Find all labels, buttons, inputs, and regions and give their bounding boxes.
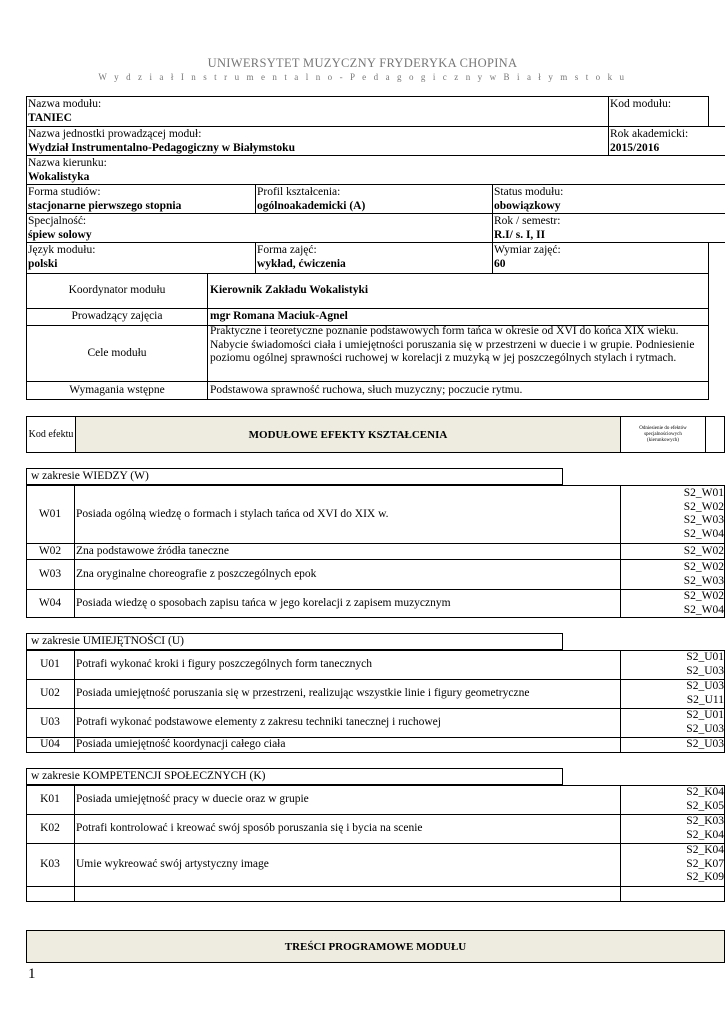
effect-text: Posiada umiejętność poruszania się w przestrzeni, realizując wszystkie linie i figury geometryczne [76, 687, 530, 700]
effect-refs: S2_W02 S2_W03 [683, 561, 724, 587]
goals-value: Praktyczne i teoretyczne poznanie podstawowych form tańca w okresie od XVI do końca XIX wieku. Nabycie świadomości ciała i umiejętności poruszania się w przestrzeni w duecie i w grupie. Podniesienie poziomu ogólnej sprawności ruchowej w korelacji z muzyką w jej poszczególnych stylach i rytmach. [210, 325, 695, 365]
effect-refs: S2_U01 S2_U03 [686, 651, 724, 677]
program-content-title: TREŚCI PROGRAMOWE MODUŁU [26, 930, 725, 963]
effect-text: Posiada ogólną wiedzę o formach i stylach tańca od XVI do XIX w. [76, 507, 389, 520]
effect-code: U03 [40, 716, 60, 729]
effects-header [26, 416, 725, 453]
semester-value: R.I/ s. I, II [494, 228, 546, 241]
effect-code: U04 [40, 738, 60, 751]
semester-label: Rok / semestr: [494, 215, 561, 227]
effect-text: Posiada umiejętność pracy w duecie oraz w grupie [76, 793, 309, 806]
reference-column-header: Odniesienie do efektów specjalnościowych (kierunkowych) [620, 416, 706, 453]
competences-table [26, 785, 725, 902]
effect-code: K02 [40, 822, 60, 835]
effect-text: Potrafi wykonać podstawowe elementy z zakresu techniki tanecznej i ruchowej [76, 716, 441, 729]
teacher-value: mgr Romana Maciuk-Agnel [210, 310, 348, 323]
goals-label: Cele modułu [87, 346, 147, 359]
study-form-value: stacjonarne pierwszego stopnia [28, 199, 182, 212]
requirements-label: Wymagania wstępne [69, 383, 165, 396]
table-row [26, 786, 725, 814]
class-form-label: Forma zajęć: [257, 244, 317, 256]
requirements-value: Podstawowa sprawność ruchowa, słuch muzyczny; poczucie rytmu. [210, 383, 523, 396]
academic-year-label: Rok akademicki: [610, 128, 689, 140]
effect-text: Zna podstawowe źródła taneczne [76, 544, 229, 557]
table-row [26, 844, 725, 886]
module-info-table [0, 0, 725, 410]
effect-refs: S2_W02 S2_W04 [683, 590, 724, 616]
module-code-label: Kod modułu: [610, 98, 672, 110]
effect-code: W04 [38, 596, 62, 609]
page-number: 1 [28, 966, 36, 982]
effect-code: W03 [38, 567, 62, 580]
faculty-name: W y d z i a ł I n s t r u m e n t a l n o - P e d a g o g i c z n y w B i a ł y m s t o k u [98, 72, 627, 82]
effect-code: K01 [40, 793, 60, 806]
profile-value: ogólnoakademicki (A) [257, 199, 366, 212]
effect-refs: S2_W02 [683, 545, 724, 557]
direction-value: Wokalistyka [28, 170, 90, 183]
academic-year-value: 2015/2016 [610, 141, 660, 154]
competences-section-title: w zakresie KOMPETENCJI SPOŁECZNYCH (K) [26, 768, 563, 785]
status-label: Status modułu: [494, 186, 564, 198]
effect-refs: S2_U01 S2_U03 [686, 709, 724, 735]
table-row [26, 738, 725, 752]
table-row [26, 709, 725, 737]
profile-label: Profil kształcenia: [257, 186, 341, 198]
coordinator-label: Koordynator modułu [68, 284, 166, 297]
unit-value: Wydział Instrumentalno-Pedagogiczny w Białymstoku [28, 141, 295, 154]
module-name-value: TANIEC [28, 111, 72, 124]
class-form-value: wykład, ćwiczenia [257, 257, 346, 270]
effect-text: Zna oryginalne choreografie z poszczególnych epok [76, 567, 317, 580]
table-row [26, 544, 725, 559]
module-name-label: Nazwa modułu: [28, 98, 102, 110]
effect-text: Potrafi wykonać kroki i figury poszczególnych form tanecznych [76, 658, 373, 671]
hours-value: 60 [494, 257, 506, 270]
table-row [26, 680, 725, 708]
effects-title: MODUŁOWE EFEKTY KSZTAŁCENIA [75, 416, 621, 453]
direction-label: Nazwa kierunku: [28, 157, 107, 169]
table-row [26, 486, 725, 543]
status-value: obowiązkowy [494, 199, 561, 212]
specialty-label: Specjalność: [28, 215, 87, 227]
effect-refs: S2_K03 S2_K04 [686, 815, 724, 841]
study-form-label: Forma studiów: [28, 186, 101, 198]
skills-table [26, 650, 725, 753]
effect-text: Potrafi kontrolować i kreować swój sposób poruszania się i bycia na scenie [76, 822, 423, 835]
knowledge-table [26, 485, 725, 618]
effect-text: Posiada umiejętność koordynacji całego ciała [76, 738, 286, 751]
effect-code: U01 [40, 658, 60, 671]
table-row [26, 651, 725, 679]
effect-code: W02 [38, 544, 62, 557]
effect-code: U02 [40, 687, 60, 700]
effect-refs: S2_U03 S2_U11 [686, 680, 724, 706]
coordinator-value: Kierownik Zakładu Wokalistyki [210, 284, 369, 297]
effect-refs: S2_K04 S2_K05 [686, 786, 724, 812]
hours-label: Wymiar zajęć: [494, 244, 561, 256]
table-row [26, 560, 725, 589]
university-name: UNIWERSYTET MUZYCZNY FRYDERYKA CHOPINA [207, 56, 518, 70]
knowledge-section-title: w zakresie WIEDZY (W) [26, 468, 563, 485]
code-column-header: Kod efektu [26, 416, 76, 453]
effect-refs: S2_K04 S2_K07 S2_K09 [686, 844, 724, 883]
table-row [26, 590, 725, 617]
specialty-value: śpiew solowy [28, 228, 92, 241]
effect-code: K03 [40, 858, 60, 871]
skills-section-title: w zakresie UMIEJĘTNOŚCI (U) [26, 633, 563, 650]
language-value: polski [28, 257, 58, 270]
effect-code: W01 [38, 507, 62, 520]
unit-label: Nazwa jednostki prowadzącej moduł: [28, 128, 202, 140]
effect-text: Posiada wiedzę o sposobach zapisu tańca w jego korelacji z zapisem muzycznym [76, 596, 451, 609]
table-row [26, 815, 725, 843]
effect-refs: S2_U03 [686, 738, 724, 750]
effect-refs: S2_W01 S2_W02 S2_W03 S2_W04 [683, 487, 724, 540]
language-label: Język modułu: [28, 244, 96, 256]
teacher-label: Prowadzący zajęcia [71, 310, 163, 323]
effect-text: Umie wykreować swój artystyczny image [76, 858, 269, 871]
